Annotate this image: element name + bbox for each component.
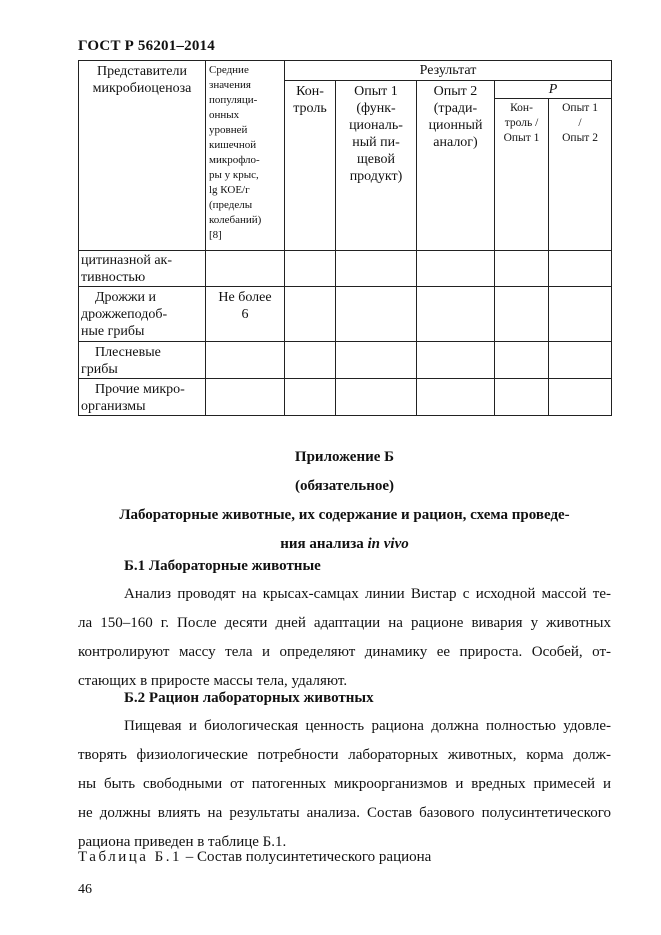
table-cell — [417, 342, 495, 379]
header-representatives: Представители микробиоценоза — [79, 61, 206, 251]
table-cell — [285, 251, 336, 287]
table-cell — [417, 287, 495, 342]
table-cell — [549, 287, 612, 342]
table-row — [79, 251, 612, 287]
table-cell — [495, 287, 549, 342]
header-p-control-vs-exp1: Кон- троль / Опыт 1 — [495, 99, 549, 251]
header-p-exp1-vs-exp2: Опыт 1 / Опыт 2 — [549, 99, 612, 251]
section-b2-text: Пищевая и биологическая ценность рациона должна полностью удовле- творять физиологические потребности лабораторных животных, корма долж- ны быть свободными от патогенных микроорганизмов и вредных примесей и не должны влиять на результаты анализа. Состав базового полусинтетического рациона приведен в таблице Б.1. — [78, 718, 611, 850]
table-caption: Таблица Б.1 – Состав полусинтетического рациона — [78, 849, 432, 865]
section-b1-text: Анализ проводят на крысах-самцах линии Вистар с исходной массой те- ла 150–160 г. После десяти дней адаптации на рационе вивария у животных контролируют массу тела и определяют динамику ее прироста. Особей, от- стающих в приросте массы тела, удаляют. — [78, 586, 611, 689]
document-header: ГОСТ Р 56201–2014 — [78, 38, 215, 54]
table-cell — [285, 342, 336, 379]
table-cell — [336, 379, 417, 416]
section-b2-title: Б.2 Рацион лабораторных животных — [124, 690, 374, 706]
table-row — [79, 379, 612, 416]
row-label: Прочие микро- организмы — [79, 379, 206, 416]
table-cell — [285, 379, 336, 416]
appendix-status: (обязательное) — [294, 478, 395, 494]
table-cell — [417, 379, 495, 416]
table-cell — [206, 251, 285, 287]
table-cell — [417, 251, 495, 287]
appendix-heading-line-2: ния анализа in vivo — [280, 536, 409, 552]
header-experiment-2: Опыт 2 (тради- ционный аналог) — [417, 81, 495, 251]
table-cell — [495, 342, 549, 379]
table-cell — [336, 251, 417, 287]
table-cell — [549, 342, 612, 379]
row-label: Плесневые грибы — [79, 342, 206, 379]
row-label: цитиназной ак- тивностью — [79, 251, 206, 287]
table-cell — [549, 251, 612, 287]
header-experiment-1: Опыт 1 (функ- циональ- ный пи- щевой продукт) — [336, 81, 417, 251]
header-mean-values: Средние значения популяци- онных уровней кишечной микрофло- ры у крыс, lg КОЕ/г (пределы колебаний) [8] — [206, 61, 285, 251]
table-cell — [549, 379, 612, 416]
table-cell — [336, 287, 417, 342]
table-cell — [495, 379, 549, 416]
section-b1-title: Б.1 Лабораторные животные — [124, 558, 321, 574]
results-table — [78, 60, 612, 416]
table-cell-value: Не более 6 — [206, 287, 285, 342]
appendix-heading-line-1: Лабораторные животные, их содержание и рацион, схема проведе- — [119, 507, 570, 523]
page-number: 46 — [78, 882, 92, 897]
header-result: Результат — [285, 61, 612, 81]
header-p-value: Р — [495, 81, 612, 99]
table-cell — [285, 287, 336, 342]
row-label: Дрожжи и дрожжеподоб- ные грибы — [79, 287, 206, 342]
table-cell — [495, 251, 549, 287]
header-control: Кон- троль — [285, 81, 336, 251]
table-cell — [206, 379, 285, 416]
appendix-title: Приложение Б — [294, 449, 395, 465]
table-cell — [206, 342, 285, 379]
table-cell — [336, 342, 417, 379]
table-row — [79, 342, 612, 379]
table-row — [79, 287, 612, 342]
